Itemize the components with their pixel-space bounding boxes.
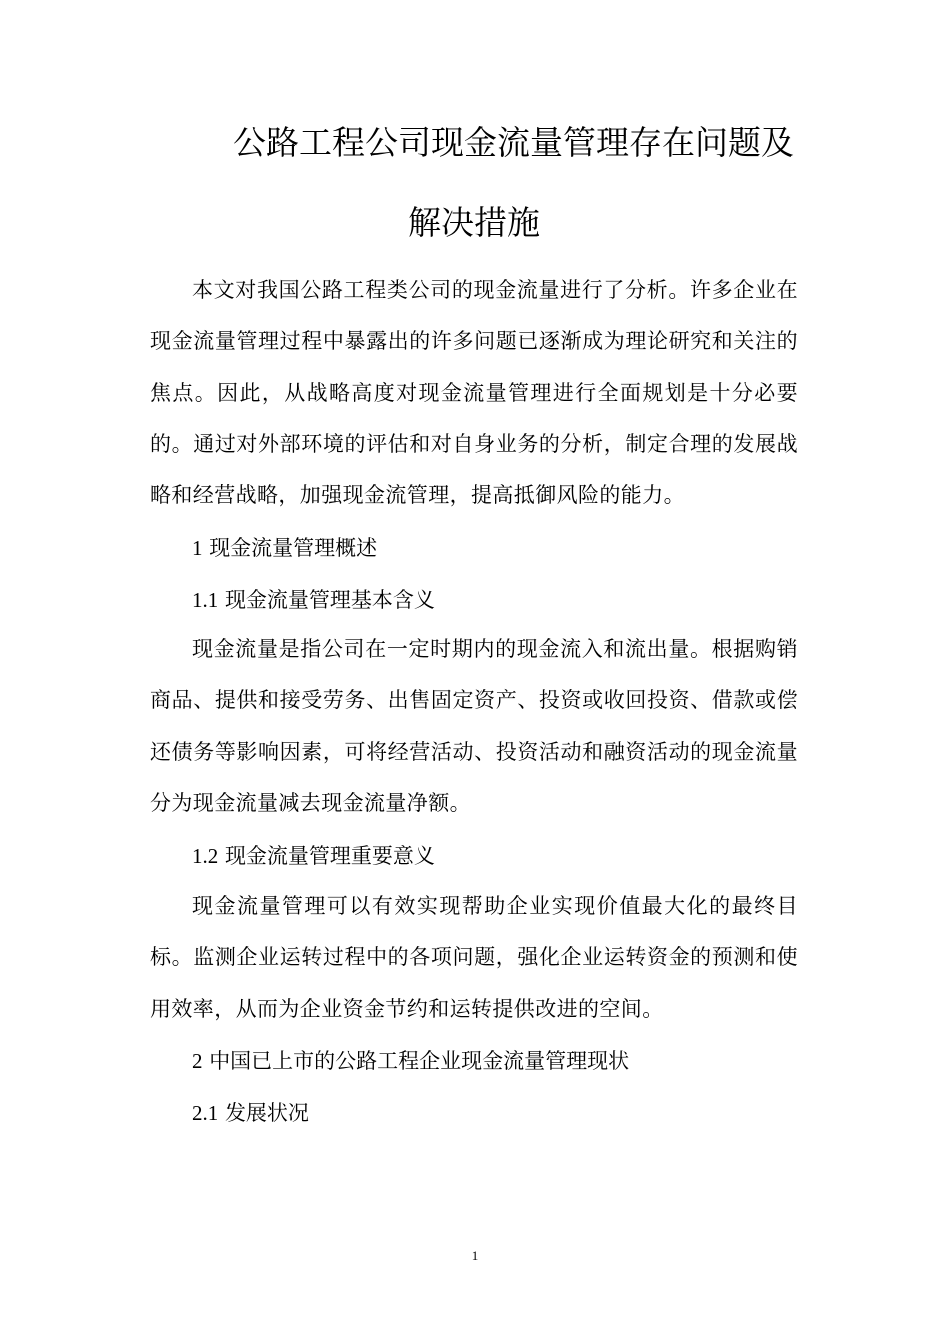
intro-paragraph: 本文对我国公路工程类公司的现金流量进行了分析。许多企业在现金流量管理过程中暴露出的许多问题已逐渐成为理论研究和关注的焦点。因此，从战略高度对现金流量管理进行全面规划是十分必要的。通过对外部环境的评估和对自身业务的分析，制定合理的发展战略和经营战略，加强现金流管理，提高抵御风险的能力。 <box>150 278 798 508</box>
section-title: 发展状况 <box>224 1101 309 1125</box>
section-heading-1-1 <box>192 585 435 615</box>
section-title: 中国已上市的公路工程企业现金流量管理现状 <box>209 1049 630 1073</box>
page-number: 1 <box>471 1248 479 1263</box>
section-heading-1-2 <box>192 841 435 871</box>
section-number: 2 <box>192 1049 203 1073</box>
section-number: 1.1 <box>192 588 219 612</box>
document-title-line-1: 公路工程公司现金流量管理存在问题及 <box>233 123 794 162</box>
paragraph-1-1: 现金流量是指公司在一定时期内的现金流入和流出量。根据购销商品、提供和接受劳务、出售固定资产、投资或收回投资、借款或偿还债务等影响因素，可将经营活动、投资活动和融资活动的现金流量分为现金流量减去现金流量净额。 <box>150 637 798 815</box>
section-heading-1 <box>192 533 377 563</box>
section-heading-2 <box>192 1046 629 1076</box>
section-heading-2-1 <box>192 1098 309 1128</box>
section-title: 现金流量管理概述 <box>209 536 378 560</box>
section-number: 2.1 <box>192 1101 219 1125</box>
section-number: 1 <box>192 536 203 560</box>
section-number: 1.2 <box>192 844 219 868</box>
paragraph-1-2: 现金流量管理可以有效实现帮助企业实现价值最大化的最终目标。监测企业运转过程中的各项问题，强化企业运转资金的预测和使用效率，从而为企业资金节约和运转提供改进的空间。 <box>150 894 798 1021</box>
section-title: 现金流量管理基本含义 <box>224 588 435 612</box>
section-title: 现金流量管理重要意义 <box>224 844 435 868</box>
document-title-line-2: 解决措施 <box>408 203 540 242</box>
